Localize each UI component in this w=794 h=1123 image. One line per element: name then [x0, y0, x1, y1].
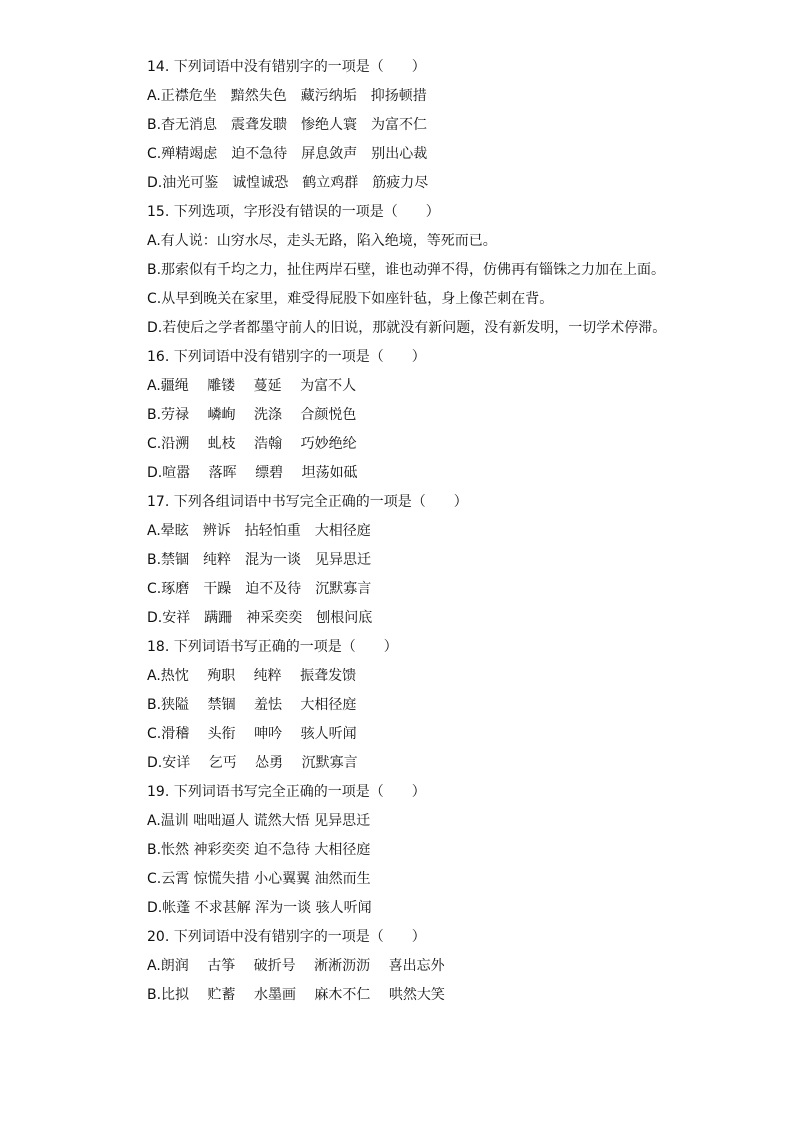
- question-14-option-d: D.油光可鉴 诚惶诚恐 鹤立鸡群 筋疲力尽: [147, 175, 429, 191]
- question-14-stem: 14. 下列词语中没有错别字的一项是（ ）: [147, 59, 426, 75]
- question-16-option-c: C.沿溯 虬枝 浩翰 巧妙绝纶: [147, 436, 357, 452]
- question-18-stem: 18. 下列词语书写正确的一项是（ ）: [147, 639, 398, 655]
- question-19-stem: 19. 下列词语书写完全正确的一项是（ ）: [147, 784, 426, 800]
- question-20-option-a: A.朗润 古筝 破折号 淅淅沥沥 喜出忘外: [147, 958, 445, 974]
- question-14-option-a: A.正襟危坐 黯然失色 藏污纳垢 抑扬顿措: [147, 88, 427, 104]
- question-19-option-b: B.怅然 神彩奕奕 迫不急待 大相径庭: [147, 842, 371, 858]
- question-15-option-d: D.若使后之学者都墨守前人的旧说，那就没有新问题，没有新发明，一切学术停滞。: [147, 320, 667, 336]
- question-18-option-b: B.狭隘 禁锢 羞怯 大相径庭: [147, 697, 357, 713]
- question-16-option-d: D.喧嚣 落晖 缥碧 坦荡如砥: [147, 465, 358, 481]
- question-18-option-d: D.安详 乞丐 怂勇 沉默寡言: [147, 755, 358, 771]
- question-14-option-b: B.杳无消息 震聋发聩 惨绝人寰 为富不仁: [147, 117, 428, 133]
- question-20-option-b: B.比拟 贮蓄 水墨画 麻木不仁 哄然大笑: [147, 987, 445, 1003]
- question-17-option-d: D.安祥 蹒跚 神采奕奕 刨根问底: [147, 610, 373, 626]
- question-15-option-a: A.有人说：山穷水尽，走头无路，陷入绝境，等死而已。: [147, 233, 497, 249]
- question-17-option-a: A.晕眩 辨诉 拈轻怕重 大相径庭: [147, 523, 371, 539]
- question-19-option-a: A.温训 咄咄逼人 谎然大悟 见异思迁: [147, 813, 371, 829]
- question-17-option-c: C.琢磨 干躁 迫不及待 沉默寡言: [147, 581, 372, 597]
- question-18-option-c: C.滑稽 头衔 呻吟 骇人听闻: [147, 726, 357, 742]
- question-18-option-a: A.热忱 殉职 纯粹 振聋发馈: [147, 668, 357, 684]
- question-15-option-b: B.那索似有千均之力，扯住两岸石壁，谁也动弹不得，仿佛再有锱铢之力加在上面。: [147, 262, 666, 278]
- question-14-option-c: C.殚精竭虑 迫不急待 屏息敛声 别出心裁: [147, 146, 428, 162]
- question-16-stem: 16. 下列词语中没有错别字的一项是（ ）: [147, 349, 426, 365]
- question-17-option-b: B.禁锢 纯粹 混为一谈 见异思迁: [147, 552, 372, 568]
- question-19-option-c: C.云霄 惊慌失措 小心翼翼 油然而生: [147, 871, 371, 887]
- question-20-stem: 20. 下列词语中没有错别字的一项是（ ）: [147, 929, 426, 945]
- document-page: [147, 57, 687, 1014]
- question-15-option-c: C.从早到晚关在家里，难受得屁股下如座针毡，身上像芒刺在背。: [147, 291, 554, 307]
- question-17-stem: 17. 下列各组词语中书写完全正确的一项是（ ）: [147, 494, 468, 510]
- question-16-option-a: A.疆绳 雕镂 蔓延 为富不人: [147, 378, 357, 394]
- question-15-stem: 15. 下列选项，字形没有错误的一项是（ ）: [147, 204, 440, 220]
- question-16-option-b: B.劳禄 嶙峋 洗涤 合颜悦色: [147, 407, 357, 423]
- question-19-option-d: D.帐蓬 不求甚解 浑为一谈 骇人听闻: [147, 900, 372, 916]
